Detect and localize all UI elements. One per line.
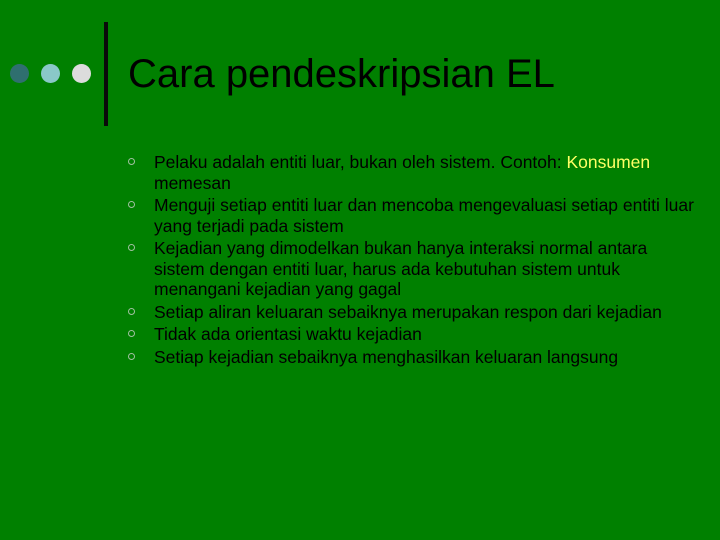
bullet-text: Tidak ada orientasi waktu kejadian	[154, 324, 422, 344]
decorative-dots	[10, 64, 96, 84]
bullet-list	[126, 152, 696, 369]
bullet-circle-icon	[128, 201, 135, 208]
bullet-item	[126, 324, 696, 345]
bullet-text: Menguji setiap entiti luar dan mencoba mengevaluasi setiap entiti luar yang terjadi pada sistem	[154, 195, 694, 236]
dot-dark-teal	[10, 64, 29, 83]
bullet-text: Setiap kejadian sebaiknya menghasilkan keluaran langsung	[154, 346, 619, 367]
highlighted-term: Konsumen	[566, 152, 651, 172]
bullet-item	[126, 238, 696, 300]
bullet-text: Pelaku adalah entiti luar, bukan oleh sistem. Contoh:	[154, 152, 567, 172]
bullet-item	[126, 347, 696, 368]
bullet-text: Setiap aliran keluaran sebaiknya merupakan respon dari kejadian	[154, 301, 662, 322]
bullet-circle-icon	[128, 158, 135, 165]
bullet-circle-icon	[128, 244, 135, 251]
bullet-circle-icon	[128, 308, 135, 315]
bullet-circle-icon	[128, 353, 135, 360]
bullet-item	[126, 152, 696, 193]
bullet-item	[126, 302, 696, 323]
dot-light-teal	[41, 64, 60, 83]
title-divider	[104, 22, 108, 126]
dot-light-gray	[72, 64, 91, 83]
bullet-text: Kejadian yang dimodelkan bukan hanya interaksi normal antara sistem dengan entiti luar, harus ada kebutuhan sistem untuk menangani kejadian yang gagal	[154, 238, 648, 299]
bullet-text-tail: memesan	[154, 172, 231, 193]
bullet-circle-icon	[128, 330, 135, 337]
bullet-item	[126, 195, 696, 236]
slide-title: Cara pendeskripsian EL	[128, 52, 555, 96]
